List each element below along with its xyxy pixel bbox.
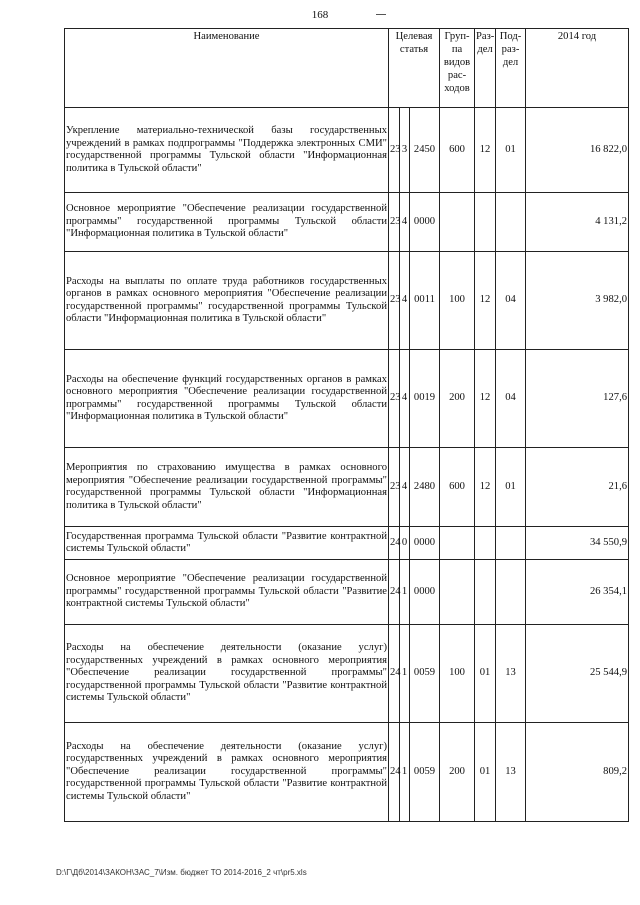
row-program-code: 23 [389,350,400,448]
row-section [475,560,496,625]
row-expense-group [440,193,475,252]
row-amount: 4 131,2 [526,193,629,252]
table-row [65,252,629,350]
row-direction-code: 0059 [410,723,440,822]
table-body [65,108,629,822]
row-amount: 26 354,1 [526,560,629,625]
table-row [65,560,629,625]
row-subsection: 04 [496,252,526,350]
header-dash [376,14,386,15]
row-subprogram-code: 0 [400,527,410,560]
row-subprogram-code: 1 [400,625,410,723]
header-subsection: Под-раз-дел [496,29,526,108]
row-program-code: 24 [389,527,400,560]
row-subprogram-code: 1 [400,723,410,822]
row-name: Укрепление материально-технической базы государственных учреждений в рамках подпрограммы "Поддержка электронных СМИ" государственной программы Тульской области "Информационная политика в Тульской области" [65,108,389,193]
row-expense-group: 600 [440,108,475,193]
header-section: Раз-дел [475,29,496,108]
row-name: Расходы на обеспечение функций государственных органов в рамках основного мероприятия "Обеспечение реализации государственной программы" государственной программы Тульской области "Информационная политика в Тульской области" [65,350,389,448]
row-name: Расходы на обеспечение деятельности (оказание услуг) государственных учреждений в рамках основного мероприятия "Обеспечение реализации государственной программы" государственной программы Тульской области "Развитие контрактной системы Тульской области" [65,625,389,723]
row-section: 01 [475,723,496,822]
row-name: Мероприятия по страхованию имущества в рамках основного мероприятия "Обеспечение реализации государственной программы" государственной программы Тульской области "Информационная политика в Тульской области" [65,448,389,527]
table-row [65,723,629,822]
row-subprogram-code: 4 [400,350,410,448]
budget-sheet [64,28,628,822]
row-subsection: 04 [496,350,526,448]
table-row [65,625,629,723]
header-row [65,29,629,108]
table-row [65,350,629,448]
budget-table [64,28,629,822]
row-section: 12 [475,448,496,527]
row-subprogram-code: 1 [400,560,410,625]
row-subsection [496,527,526,560]
row-amount: 127,6 [526,350,629,448]
row-program-code: 23 [389,448,400,527]
row-section: 01 [475,625,496,723]
row-name: Расходы на выплаты по оплате труда работников государственных органов в рамках основного мероприятия "Обеспечение реализации государственной программы" государственной программы Тульской области "Информационная политика в Тульской области" [65,252,389,350]
row-amount: 25 544,9 [526,625,629,723]
row-section: 12 [475,252,496,350]
row-subsection [496,560,526,625]
row-subsection: 13 [496,625,526,723]
row-name: Основное мероприятие "Обеспечение реализации государственной программы" государственной программы Тульской области "Развитие контрактной системы Тульской области" [65,560,389,625]
table-row [65,527,629,560]
row-subsection: 01 [496,448,526,527]
row-expense-group [440,527,475,560]
page-number: 168 [311,9,329,21]
row-expense-group: 100 [440,252,475,350]
table-row [65,448,629,527]
row-direction-code: 0059 [410,625,440,723]
header-year: 2014 год [526,29,629,108]
row-direction-code: 0000 [410,193,440,252]
row-amount: 16 822,0 [526,108,629,193]
row-direction-code: 0000 [410,527,440,560]
row-direction-code: 2450 [410,108,440,193]
row-amount: 21,6 [526,448,629,527]
row-section [475,193,496,252]
row-expense-group [440,560,475,625]
row-program-code: 24 [389,625,400,723]
row-amount: 3 982,0 [526,252,629,350]
row-direction-code: 0000 [410,560,440,625]
file-path-footer: D:\Г\Дб\2014\ЗАКОН\ЗАС_7\Изм. бюджет ТО 2014-2016_2 чт\pr5.xls [56,868,307,877]
row-amount: 809,2 [526,723,629,822]
row-program-code: 24 [389,560,400,625]
row-direction-code: 2480 [410,448,440,527]
row-subprogram-code: 3 [400,108,410,193]
row-program-code: 23 [389,193,400,252]
row-program-code: 23 [389,108,400,193]
row-direction-code: 0019 [410,350,440,448]
row-subprogram-code: 4 [400,252,410,350]
header-name: Наименование [65,29,389,108]
row-program-code: 23 [389,252,400,350]
table-row [65,108,629,193]
row-section: 12 [475,108,496,193]
row-expense-group: 200 [440,723,475,822]
row-section: 12 [475,350,496,448]
row-name: Государственная программа Тульской области "Развитие контрактной системы Тульской области" [65,527,389,560]
row-expense-group: 100 [440,625,475,723]
row-name: Основное мероприятие "Обеспечение реализации государственной программы" государственной программы Тульской области "Информационная политика в Тульской области" [65,193,389,252]
row-expense-group: 600 [440,448,475,527]
row-subsection: 13 [496,723,526,822]
row-amount: 34 550,9 [526,527,629,560]
row-subsection: 01 [496,108,526,193]
row-section [475,527,496,560]
row-name: Расходы на обеспечение деятельности (оказание услуг) государственных учреждений в рамках основного мероприятия "Обеспечение реализации государственной программы" государственной программы Тульской области "Развитие контрактной системы Тульской области" [65,723,389,822]
header-expense-group: Груп-па видов рас-ходов [440,29,475,108]
row-subprogram-code: 4 [400,448,410,527]
table-row [65,193,629,252]
row-subsection [496,193,526,252]
row-program-code: 24 [389,723,400,822]
row-expense-group: 200 [440,350,475,448]
row-subprogram-code: 4 [400,193,410,252]
row-direction-code: 0011 [410,252,440,350]
header-target-article: Целевая статья [389,29,440,108]
